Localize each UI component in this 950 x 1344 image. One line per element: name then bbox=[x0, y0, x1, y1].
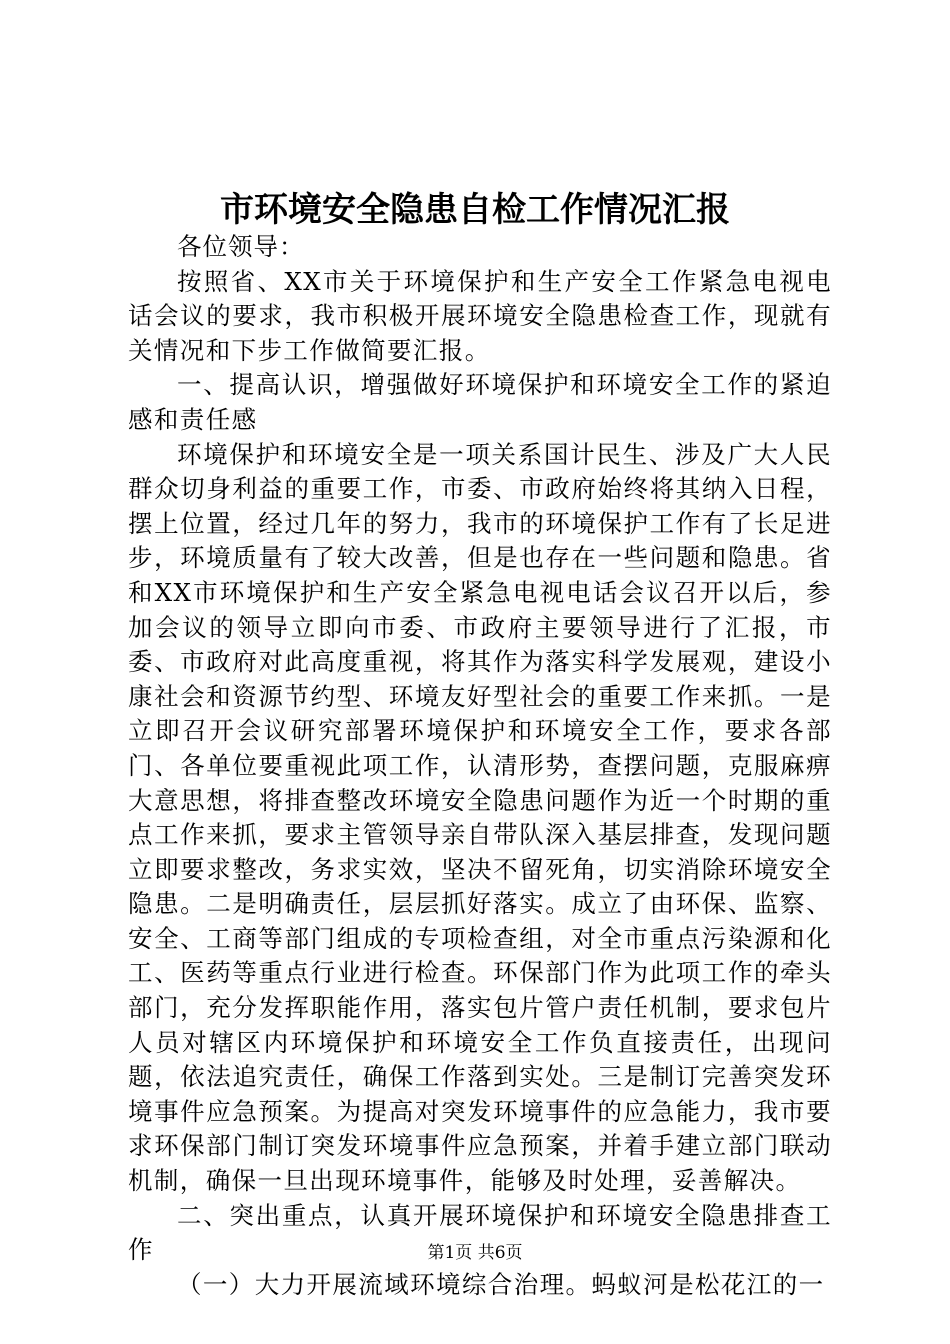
section-1-paragraph: 环境保护和环境安全是一项关系国计民生、涉及广大人民群众切身利益的重要工作，市委、市政府始终将其纳入日程，摆上位置，经过几年的努力，我市的环境保护工作有了长足进步，环境质量有了较大改善，但是也存在一些问题和隐患。省和XX市环境保护和生产安全紧急电视电话会议召开以后，参加会议的领导立即向市委、市政府主要领导进行了汇报，市委、市政府对此高度重视，将其作为落实科学发展观，建设小康社会和资源节约型、环境友好型社会的重要工作来抓。一是立即召开会议研究部署环境保护和环境安全工作，要求各部门、各单位要重视此项工作，认清形势，查摆问题，克服麻痹大意思想，将排查整改环境安全隐患问题作为近一个时期的重点工作来抓，要求主管领导亲自带队深入基层排查，发现问题立即要求整改，务求实效，坚决不留死角，切实消除环境安全隐患。二是明确责任，层层抓好落实。成立了由环保、监察、安全、工商等部门组成的专项检查组，对全市重点污染源和化工、医药等重点行业进行检查。环保部门作为此项工作的牵头部门，充分发挥职能作用，落实包片管户责任机制，要求包片人员对辖区内环境保护和环境安全工作负直接责任，出现问题，依法追究责任，确保工作落到实处。三是制订完善突发环境事件应急预案。为提高对突发环境事件的应急能力，我市要求环保部门制订突发环境事件应急预案，并着手建立部门联动机制，确保一旦出现环境事件，能够及时处理，妥善解决。 bbox=[128, 439, 832, 1196]
intro-paragraph: 按照省、XX市关于环境保护和生产安全工作紧急电视电话会议的要求，我市积极开展环境安全隐患检查工作，现就有关情况和下步工作做简要汇报。 bbox=[128, 266, 832, 365]
document-body bbox=[128, 230, 832, 1302]
page-footer: 第1页 共6页 bbox=[427, 1243, 523, 1263]
salutation: 各位领导： bbox=[177, 232, 305, 261]
section-heading-1: 一、提高认识，增强做好环境保护和环境安全工作的紧迫感和责任感 bbox=[128, 370, 832, 434]
subsection-1-paragraph: （一）大力开展流域环境综合治理。蚂蚁河是松花江的一 bbox=[177, 1269, 825, 1299]
document-title: 市环境安全隐患自检工作情况汇报 bbox=[220, 190, 730, 230]
section-heading-2: 二、突出重点，认真开展环境保护和环境安全隐患排查工作 bbox=[128, 1200, 832, 1265]
